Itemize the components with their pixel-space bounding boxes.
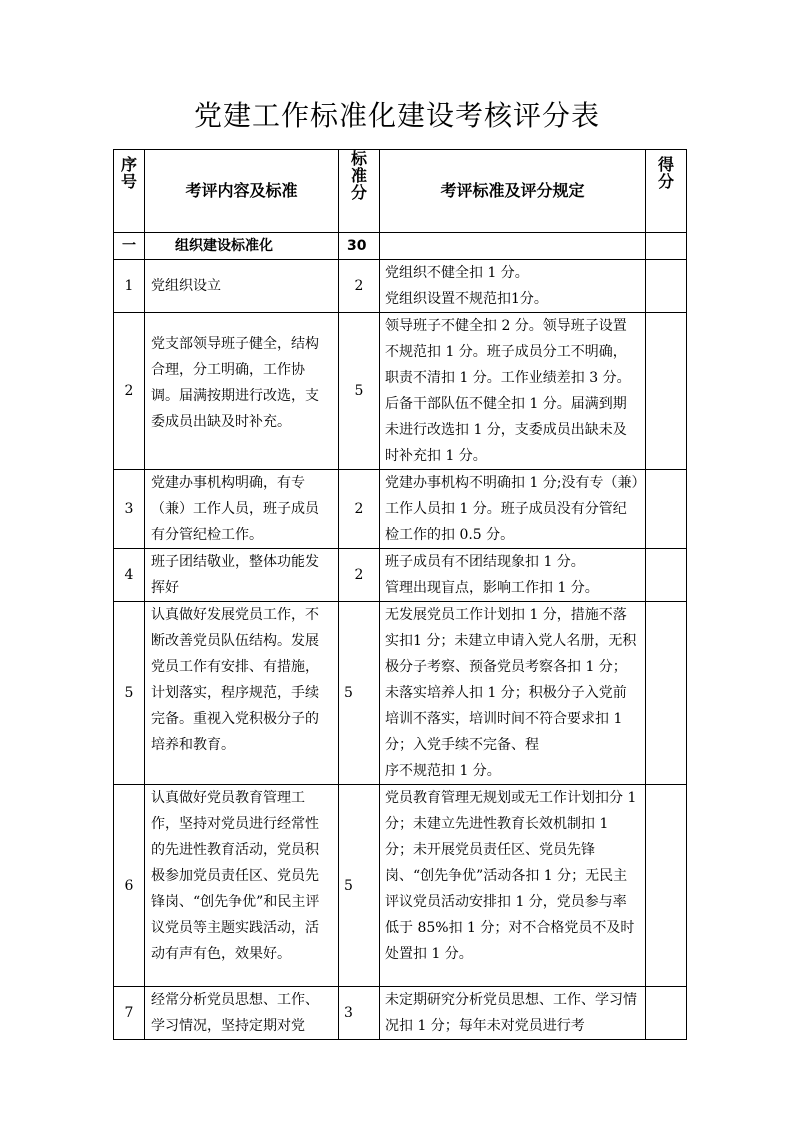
row-content: 党组织设立 (145, 260, 339, 313)
table-row (114, 470, 687, 549)
section-row (114, 233, 687, 260)
row-score-cell (646, 470, 687, 549)
row-score-cell (646, 260, 687, 313)
row-rules: 领导班子不健全扣 2 分。领导班子设置不规范扣 1 分。班子成员分工不明确，职责不清扣 1 分。工作业绩差扣 3 分。后备干部队伍不健全扣 1 分。届满到期未进行改选扣 1 分，支委成员出缺未及时补充扣 1 分。 (380, 313, 646, 470)
table-row (114, 987, 687, 1040)
header-score: 得分 (646, 150, 687, 233)
row-number: 7 (114, 987, 145, 1040)
row-standard-score: 2 (339, 470, 380, 549)
row-score-cell (646, 313, 687, 470)
scoring-table (113, 149, 687, 1040)
row-number: 5 (114, 602, 145, 785)
row-rules: 党建办事机构不明确扣 1 分;没有专（兼）工作人员扣 1 分。班子成员没有分管纪检工作的扣 0.5 分。 (380, 470, 646, 549)
row-rules: 未定期研究分析党员思想、工作、学习情况扣 1 分；每年未对党员进行考 (380, 987, 646, 1040)
table-row (114, 549, 687, 602)
section-name: 组织建设标准化 (145, 233, 339, 260)
section-number: 一 (114, 233, 145, 260)
row-score-cell (646, 987, 687, 1040)
row-content: 经常分析党员思想、工作、学习情况，坚持定期对党 (145, 987, 339, 1040)
row-number: 1 (114, 260, 145, 313)
table-row (114, 785, 687, 987)
row-standard-score: 2 (339, 260, 380, 313)
row-score-cell (646, 549, 687, 602)
row-content: 班子团结敬业，整体功能发挥好 (145, 549, 339, 602)
table-row (114, 602, 687, 785)
header-seq: 序号 (114, 150, 145, 233)
header-row (114, 150, 687, 233)
row-content: 认真做好发展党员工作，不断改善党员队伍结构。发展党员工作有安排、有措施，计划落实，程序规范，手续完备。重视入党积极分子的培养和教育。 (145, 602, 339, 785)
header-rules: 考评标准及评分规定 (380, 150, 646, 233)
row-number: 4 (114, 549, 145, 602)
table-row (114, 313, 687, 470)
row-content: 党支部领导班子健全，结构合理，分工明确，工作协调。届满按期进行改选，支委成员出缺及时补充。 (145, 313, 339, 470)
row-standard-score: 5 (339, 785, 380, 987)
row-rules: 党组织不健全扣 1 分。 党组织设置不规范扣1分。 (380, 260, 646, 313)
header-standard-score: 标准分 (339, 150, 380, 233)
row-rules: 无发展党员工作计划扣 1 分，措施不落实扣1 分；未建立申请入党人名册，无积极分子考察、预备党员考察各扣 1 分；未落实培养人扣 1 分；积极分子入党前培训不落实，培训时间不符合要求扣 1 分；入党手续不完备、程 序不规范扣 1 分。 (380, 602, 646, 785)
row-number: 3 (114, 470, 145, 549)
row-standard-score: 5 (339, 602, 380, 785)
row-standard-score: 3 (339, 987, 380, 1040)
row-rules: 党员教育管理无规划或无工作计划扣分 1 分；未建立先进性教育长效机制扣 1 分；未开展党员责任区、党员先锋岗、“创先争优”活动各扣 1 分；无民主评议党员活动安排扣 1 分，党员参与率低于 85%扣 1 分；对不合格党员不及时处置扣 1 分。 (380, 785, 646, 987)
row-content: 党建办事机构明确，有专（兼）工作人员，班子成员有分管纪检工作。 (145, 470, 339, 549)
table-row (114, 260, 687, 313)
row-standard-score: 5 (339, 313, 380, 470)
row-standard-score: 2 (339, 549, 380, 602)
section-rules-blank (380, 233, 646, 260)
page-title: 党建工作标准化建设考核评分表 (193, 99, 600, 132)
row-rules: 班子成员有不团结现象扣 1 分。 管理出现盲点，影响工作扣 1 分。 (380, 549, 646, 602)
row-content: 认真做好党员教育管理工作，坚持对党员进行经常性的先进性教育活动，党员积极参加党员责任区、党员先锋岗、“创先争优”和民主评议党员等主题实践活动，活动有声有色，效果好。 (145, 785, 339, 987)
header-content: 考评内容及标准 (145, 150, 339, 233)
section-score-blank (646, 233, 687, 260)
row-number: 2 (114, 313, 145, 470)
section-score: 30 (339, 233, 380, 260)
row-score-cell (646, 602, 687, 785)
row-score-cell (646, 785, 687, 987)
row-number: 6 (114, 785, 145, 987)
